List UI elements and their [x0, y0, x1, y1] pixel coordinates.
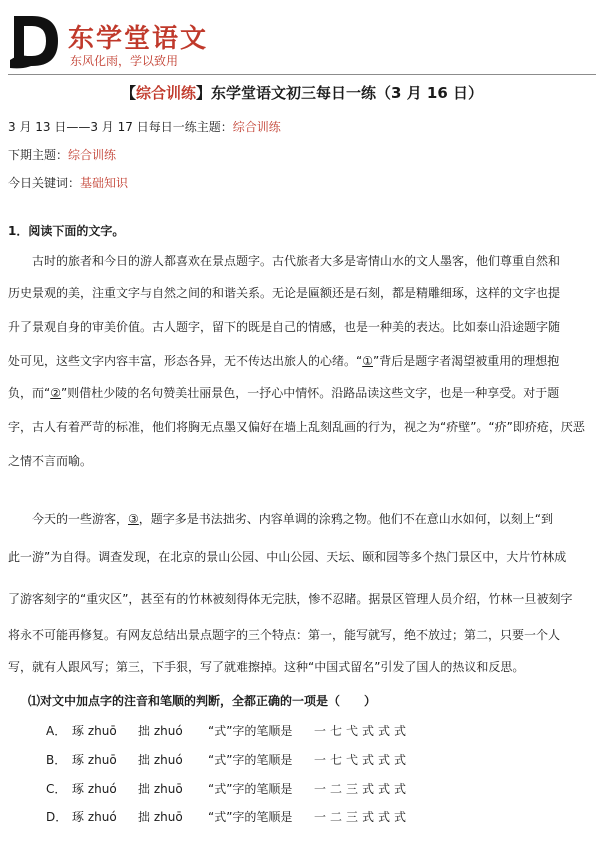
- question-heading: 1．阅读下面的文字。: [8, 224, 125, 238]
- quote-mark: “: [356, 354, 363, 368]
- meta-keyword-label: 今日关键词：: [8, 176, 81, 190]
- option-d[interactable]: [46, 808, 586, 828]
- option-letter: C．: [46, 782, 67, 796]
- option-pinyin-2: 拙 zhuō: [138, 782, 183, 796]
- passage-text: ”则借杜少陵的名句赞美壮丽景色，一抒心中情怀。沿路品读这些文字，也是一种享受。对于题: [61, 386, 560, 400]
- subquestion-prompt: ⑴对文中加点字的注音和笔顺的判断，全都正确的一项是（ ）: [28, 694, 377, 708]
- option-stroke-order: 一七弋式式式: [314, 724, 411, 738]
- passage-line: 之情不言而喻。: [8, 454, 93, 468]
- option-pinyin-1: 琢 zhuó: [72, 782, 117, 796]
- option-letter: B．: [46, 753, 67, 767]
- option-a[interactable]: [46, 722, 586, 742]
- brand-name: 东学堂语文: [68, 24, 209, 54]
- meta-next-label: 下期主题：: [8, 148, 69, 162]
- passage-line: 此一游”为自得。调查发现，在北京的景山公园、中山公园、天坛、颐和园等多个热门景区中，大片竹林成: [8, 550, 567, 564]
- option-pinyin-2: 拙 zhuó: [138, 724, 183, 738]
- logo-d-icon: [8, 10, 64, 72]
- option-letter: A．: [46, 724, 67, 738]
- header: [0, 0, 604, 80]
- passage-text: 负，而: [8, 386, 45, 400]
- title-bracket-close: 】: [196, 84, 212, 102]
- option-stroke-label: “式”字的笔顺是: [208, 810, 293, 824]
- option-stroke-order: 一二三式式式: [314, 810, 411, 824]
- option-stroke-order: 一二三式式式: [314, 782, 411, 796]
- meta-next-value: 综合训练: [68, 148, 117, 162]
- option-pinyin-2: 拙 zhuō: [138, 810, 183, 824]
- option-pinyin-1: 琢 zhuō: [72, 753, 117, 767]
- passage-text: 今天的一些游客，: [32, 512, 129, 526]
- meta-keyword-value: 基础知识: [80, 176, 129, 190]
- option-stroke-label: “式”字的笔顺是: [208, 724, 293, 738]
- header-divider: [8, 74, 596, 75]
- option-stroke-order: 一七弋式式式: [314, 753, 411, 767]
- passage-line: 写，就有人跟风写；第三，下手狠，写了就难擦掉。这种“中国式留名”引发了国人的热议和反思。: [8, 660, 525, 674]
- meta-range-label: 3 月 13 日——3 月 17 日每日一练主题：: [8, 120, 233, 134]
- passage-line: 历史景观的美，注重文字与自然之间的和谐关系。无论是匾额还是石刻，都是精雕细琢，这样的文字也提: [8, 286, 561, 300]
- passage-text: 处可见，这些文字内容丰富，形态各异，无不传达出旅人的心绪。: [8, 354, 357, 368]
- option-c[interactable]: [46, 780, 586, 800]
- option-letter: D．: [46, 810, 68, 824]
- page-title: [0, 82, 604, 103]
- passage-line: [32, 510, 553, 527]
- meta-range-value: 综合训练: [232, 120, 281, 134]
- quote-mark: “: [44, 386, 51, 400]
- passage-line: [8, 352, 559, 369]
- title-bracket-open: 【: [120, 84, 136, 102]
- blank-2: ②: [50, 386, 61, 400]
- meta-next: [8, 146, 116, 163]
- option-pinyin-1: 琢 zhuó: [72, 810, 117, 824]
- passage-text: ”背后是题字者渴望被重用的理想抱: [373, 354, 560, 368]
- meta-range: [8, 118, 281, 135]
- title-main: 东学堂语文初三每日一练（3 月 16 日）: [211, 84, 484, 102]
- passage-line: 古时的旅者和今日的游人都喜欢在景点题字。古代旅者大多是寄情山水的文人墨客，他们尊重自然和: [32, 254, 561, 268]
- title-tag: 综合训练: [136, 84, 197, 102]
- option-b[interactable]: [46, 751, 586, 771]
- passage-line: 将永不可能再修复。有网友总结出景点题字的三个特点：第一，能写就写，绝不放过；第二，只要一个人: [8, 628, 561, 642]
- meta-keyword: [8, 174, 128, 191]
- blank-3: ③: [128, 512, 139, 526]
- option-pinyin-1: 琢 zhuō: [72, 724, 117, 738]
- option-stroke-label: “式”字的笔顺是: [208, 782, 293, 796]
- passage-line: [8, 384, 559, 401]
- passage-text: ，题字多是书法拙劣、内容单调的涂鸦之物。他们不在意山水如何，以刻上“到: [138, 512, 554, 526]
- option-stroke-label: “式”字的笔顺是: [208, 753, 293, 767]
- passage-line: 升了景观自身的审美价值。古人题字，留下的既是自己的情感，也是一种美的表达。比如泰山沿途题字随: [8, 320, 561, 334]
- passage-line: 了游客刻字的“重灾区”，甚至有的竹林被刻得体无完肤，惨不忍睹。据景区管理人员介绍，竹林一旦被刻字: [8, 592, 573, 606]
- blank-1: ①: [362, 354, 373, 368]
- brand-slogan: 东风化雨，学以致用: [70, 54, 179, 68]
- option-pinyin-2: 拙 zhuó: [138, 753, 183, 767]
- passage-line: 字，古人有着严苛的标准，他们将胸无点墨又偏好在墙上乱刻乱画的行为，视之为“疥壁”。“疥”即疥疮，厌恶: [8, 420, 585, 434]
